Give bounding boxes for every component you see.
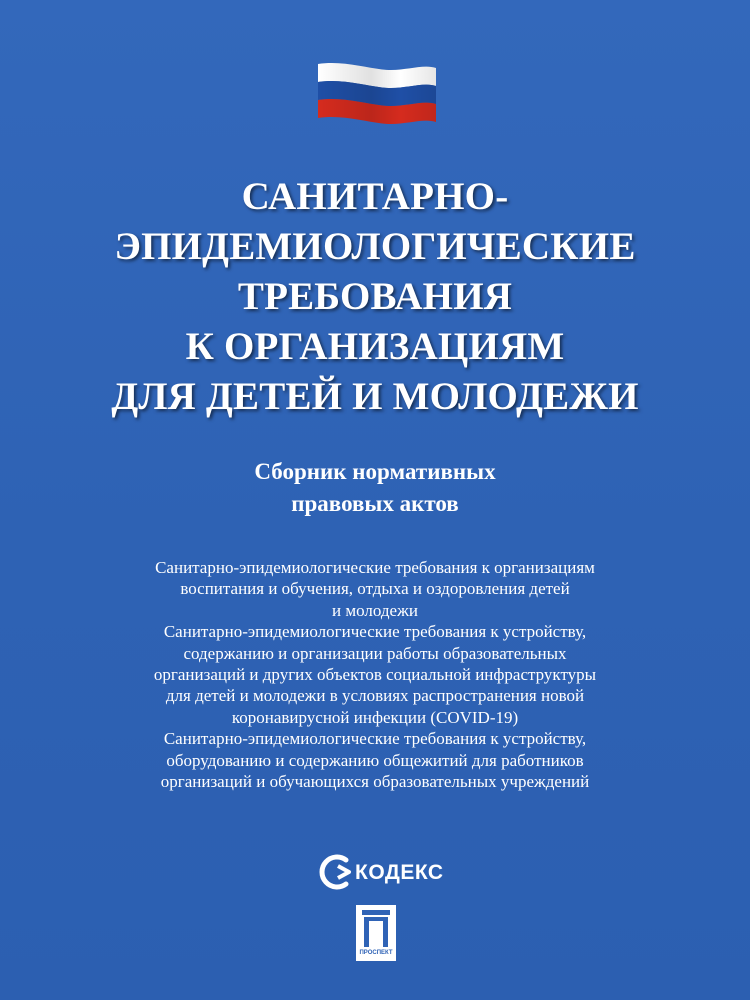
- contents-line: Санитарно-эпидемиологические требования к устройству,: [163, 729, 587, 749]
- contents-line: для детей и молодежи в условиях распространения новой: [165, 686, 585, 706]
- title-line: ДЛЯ ДЕТЕЙ И МОЛОДЕЖИ: [111, 375, 639, 418]
- prospekt-label: ПРОСПЕКТ: [359, 950, 393, 956]
- title-line: САНИТАРНО-: [241, 175, 509, 218]
- book-subtitle: [0, 456, 750, 520]
- subtitle-line: Сборник нормативных: [254, 459, 496, 484]
- contents-line: оборудованию и содержанию общежитий для работников: [166, 750, 584, 770]
- contents-line: воспитания и обучения, отдыха и оздоровления детей: [180, 579, 570, 599]
- contents-line: Санитарно-эпидемиологические требования к организациям: [155, 558, 595, 577]
- contents-line: организаций и обучающихся образовательных учреждений: [160, 772, 590, 792]
- contents-line: коронавирусной инфекции (COVID-19): [231, 707, 519, 727]
- title-line: ЭПИДЕМИОЛОГИЧЕСКИЕ: [114, 225, 636, 268]
- kodeks-label: КОДЕКС: [355, 861, 444, 884]
- subtitle-line: правовых актов: [291, 491, 459, 516]
- russian-flag-icon: [316, 60, 438, 128]
- contents-line: Санитарно-эпидемиологические требования к устройству,: [163, 622, 587, 642]
- contents-line: организаций и других объектов социальной инфраструктуры: [153, 665, 597, 685]
- title-line: ТРЕБОВАНИЯ: [237, 275, 513, 318]
- contents-line: содержанию и организации работы образовательных: [183, 643, 567, 663]
- contents-list: [0, 557, 750, 792]
- title-line: К ОРГАНИЗАЦИЯМ: [185, 325, 565, 368]
- book-title: [0, 172, 750, 422]
- contents-line: и молодежи: [332, 600, 418, 620]
